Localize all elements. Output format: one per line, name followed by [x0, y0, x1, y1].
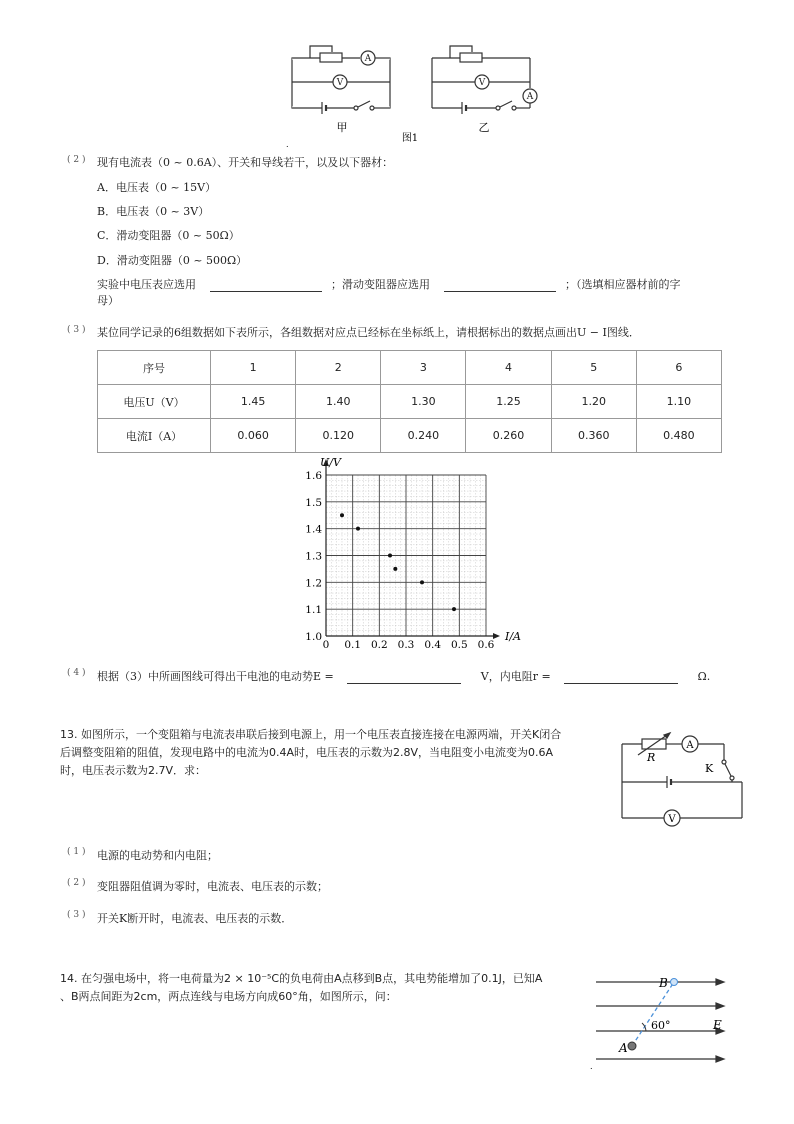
switch-label: K [705, 762, 714, 775]
table-cell: 0.260 [466, 419, 551, 453]
dot-mark: . [590, 1062, 593, 1070]
x-tick-label: 0.1 [344, 639, 362, 651]
part4-text-a: 根据（3）中所画图线可得出干电池的电动势E = [97, 670, 334, 683]
q13-circuit [612, 728, 752, 830]
part2-q-b: ；滑动变阻器应选用 [331, 278, 430, 291]
q13-line2: 后调整变阻箱的阻值，发现电路中的电流为0.4A时，电压表的示数为2.8V，当电阻变小电流变为0.6A [60, 746, 554, 759]
u-i-chart [300, 455, 530, 655]
option-a: A．电压表（0 ~ 15V） [97, 181, 217, 194]
row-header: 序号 [98, 351, 211, 385]
x-tick-label: 0 [322, 639, 330, 651]
part2-q-d: 母） [97, 294, 119, 307]
q14-field-diagram [590, 968, 730, 1070]
label-yi: 乙 [478, 121, 490, 134]
q13-sub3-text: 开关K断开时，电流表、电压表的示数． [97, 912, 293, 925]
table-cell: 1.10 [636, 385, 721, 419]
part2-intro: 现有电流表（0 ~ 0.6A）、开关和导线若干，以及以下器材： [97, 156, 394, 169]
q13-sub3-number: ( 3 ) [67, 910, 86, 920]
voltmeter-answer-blank[interactable] [210, 280, 322, 292]
ammeter-label: A [686, 740, 694, 751]
figure-1-circuits [280, 40, 550, 148]
table-cell: 0.480 [636, 419, 721, 453]
rheostat-answer-blank[interactable] [444, 280, 556, 292]
table-cell: 1 [211, 351, 296, 385]
x-tick-label: 0.4 [424, 639, 442, 651]
data-point [388, 554, 392, 558]
option-d: D．滑动变阻器（0 ~ 500Ω） [97, 254, 248, 267]
x-axis-label: I/A [505, 630, 521, 643]
q14-line2: 、B两点间距为2cm，两点连线与电场方向成60°角，如图所示，问： [60, 990, 397, 1003]
emf-answer-blank[interactable] [347, 672, 461, 684]
ammeter-label: A [526, 92, 534, 102]
part2-number: ( 2 ) [67, 155, 86, 165]
part3-number: ( 3 ) [67, 325, 86, 335]
part2-q-a: 实验中电压表应选用 [97, 278, 196, 291]
figure-caption: 图1 [401, 133, 419, 144]
voltmeter-label: V [478, 78, 486, 88]
table-cell: 1.25 [466, 385, 551, 419]
part2-question [97, 278, 681, 292]
table-cell: 0.240 [381, 419, 466, 453]
point-b-label: B [659, 976, 668, 990]
table-cell: 0.360 [551, 419, 636, 453]
table-row [98, 385, 722, 419]
voltmeter-label: V [336, 78, 344, 88]
option-c: C．滑动变阻器（0 ~ 50Ω） [97, 229, 240, 242]
label-jia: 甲 [336, 121, 348, 134]
y-tick-label: 1.6 [305, 470, 322, 482]
chart-axes [323, 459, 500, 639]
x-tick-label: 0.2 [370, 639, 388, 651]
data-point [452, 607, 456, 611]
y-axis-label: U/V [320, 456, 341, 469]
table-cell: 2 [296, 351, 381, 385]
tick-labels [305, 470, 494, 651]
table-cell: 5 [551, 351, 636, 385]
ammeter-label: A [364, 54, 372, 64]
part4-number: ( 4 ) [67, 668, 86, 678]
option-b: B．电压表（0 ~ 3V） [97, 205, 210, 218]
y-tick-label: 1.1 [305, 604, 322, 617]
q13-sub2-number: ( 2 ) [67, 878, 86, 888]
resistance-answer-blank[interactable] [564, 672, 678, 684]
y-tick-label: 1.2 [305, 577, 322, 590]
table-cell: 0.120 [296, 419, 381, 453]
field-e-label: E [713, 1018, 722, 1032]
part4-text-c: Ω. [697, 670, 711, 683]
part4-text-b: V，内电阻r = [480, 670, 551, 683]
q13-sub1-text: 电源的电动势和内电阻； [97, 849, 218, 862]
table-cell: 1.30 [381, 385, 466, 419]
table-row [98, 351, 722, 385]
data-point [420, 580, 424, 584]
row-header: 电压U（V） [98, 385, 211, 419]
data-points [340, 513, 456, 611]
angle-label: 60° [651, 1019, 671, 1032]
data-point [393, 567, 397, 571]
q13-line3: 时，电压表示数为2.7V．求： [60, 764, 207, 777]
x-tick-label: 0.6 [477, 639, 495, 651]
part2-q-c: ；（选填相应器材前的字 [565, 278, 681, 291]
y-tick-label: 1.5 [305, 496, 322, 509]
voltmeter-label: V [668, 814, 676, 825]
table-cell: 0.060 [211, 419, 296, 453]
q14-line1: 14. 在匀强电场中，将一电荷量为2 × 10⁻⁵C的负电荷由A点移到B点，其电势能增加了0.1J，已知A [60, 972, 543, 985]
data-point [340, 513, 344, 517]
x-tick-label: 0.3 [397, 639, 415, 651]
y-tick-label: 1.4 [305, 523, 322, 536]
table-cell: 1.20 [551, 385, 636, 419]
table-cell: 1.45 [211, 385, 296, 419]
data-table [97, 350, 722, 453]
data-point [356, 527, 360, 531]
table-cell: 1.40 [296, 385, 381, 419]
x-tick-label: 0.5 [450, 639, 468, 651]
y-tick-label: 1.0 [305, 631, 322, 643]
q13-sub2-text: 变阻器阻值调为零时，电流表、电压表的示数； [97, 880, 328, 893]
table-cell: 4 [466, 351, 551, 385]
table-row [98, 419, 722, 453]
q13-line1: 13. 如图所示，一个变阻箱与电流表串联后接到电源上，用一个电压表直接连接在电源两端，开关K闭合 [60, 728, 562, 741]
table-cell: 6 [636, 351, 721, 385]
grid-major [326, 475, 486, 636]
part4-question [97, 670, 710, 684]
part3-text: 某位同学记录的6组数据如下表所示，各组数据对应点已经标在坐标纸上，请根据标出的数据点画出U − I图线． [97, 326, 640, 339]
table-cell: 3 [381, 351, 466, 385]
y-tick-label: 1.3 [305, 550, 322, 563]
q13-sub1-number: ( 1 ) [67, 847, 86, 857]
resistor-label: R [647, 751, 656, 764]
dot-mark: . [286, 140, 289, 148]
row-header: 电流I（A） [98, 419, 211, 453]
point-a-label: A [619, 1041, 628, 1055]
